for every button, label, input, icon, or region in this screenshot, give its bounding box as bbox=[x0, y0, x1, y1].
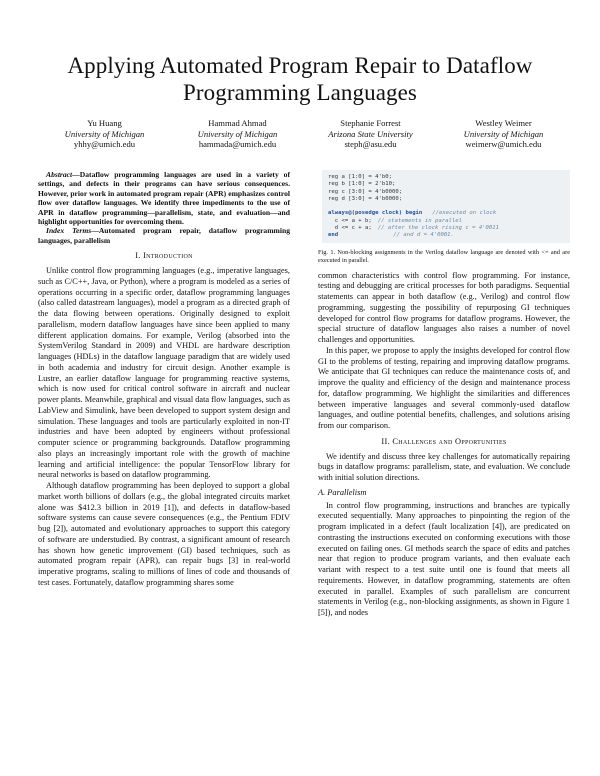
author-email: yhhy@umich.edu bbox=[73, 139, 136, 149]
author-3 bbox=[304, 118, 437, 158]
index-terms-text: —Automated program repair, dataflow programming languages, parallelism bbox=[38, 226, 291, 245]
code-line bbox=[328, 232, 564, 239]
author-name: Hammad Ahmad bbox=[208, 118, 267, 128]
code-line bbox=[328, 174, 564, 181]
author-affiliation: University of Michigan bbox=[463, 128, 544, 139]
subsection-heading-parallelism: A. Parallelism bbox=[318, 487, 367, 497]
paper-title: Applying Automated Program Repair to Dataflow Programming Languages bbox=[67, 53, 533, 105]
code-text: end bbox=[328, 232, 339, 239]
author-4 bbox=[437, 118, 570, 158]
author-affiliation: Arizona State University bbox=[328, 128, 413, 139]
code-line bbox=[328, 210, 564, 217]
figure-1-caption: Fig. 1. Non-blocking assignments in the Verilog dataflow language are denoted with <= and are executed in parallel. bbox=[318, 248, 570, 264]
code-line bbox=[328, 181, 564, 188]
code-text: reg d [3:0] = 4'b0000; bbox=[328, 195, 403, 202]
code-text: c <= a + b; bbox=[328, 217, 372, 224]
index-terms bbox=[38, 226, 290, 245]
code-text: d <= c + a; bbox=[328, 225, 372, 232]
section-heading-challenges: II. Challenges and Opportunities bbox=[381, 436, 507, 446]
abstract-text: —Dataflow programming languages are used in a variety of settings, and defects in their programs can have serious consequences. However, prior work in automated program repair (APR) emphasizes control flow over dataflow languages. We identify three impediments to the use of APR in dataflow programming—parallelism, state, and evaluation—and highlight opportunities for overcoming them. bbox=[38, 170, 290, 227]
author-name: Stephanie Forrest bbox=[340, 118, 401, 128]
author-affiliation: University of Michigan bbox=[197, 128, 278, 139]
author-email: steph@asu.edu bbox=[344, 139, 397, 149]
paragraph: Although dataflow programming has been deployed to support a global market worth billions of dollars (e.g., the global integrated circuits market alone was $412.3 billion in 2019 [1]), and defects in dataflow-based software systems can cause severe consequences (e.g., the Pentium FDIV bug [2]), automated and evolutionary approaches to support this category of software are understudied. By contrast, a significant amount of research has shown how genetic improvement (GI) based techniques, such as automated program repair (APR), can repair bugs [3] in real-world imperative programs, scaling to millions of lines of code and thousands of test cases. Fortunately, dataflow programming shares some bbox=[38, 481, 290, 587]
author-1 bbox=[38, 118, 171, 158]
code-comment: // statements in parallel bbox=[377, 217, 462, 224]
author-name: Westley Weimer bbox=[475, 118, 532, 128]
paragraph: common characteristics with control flow programming. For instance, testing and debugging are critical processes for both paradigms. Sequential statements can appear in both dataflow (e.g., Verilog) and control flow programming, suggesting the possibility of repurposing GI techniques developed for control flow programs for dataflow programs. However, the special structure of dataflow languages also raises a number of novel challenges and opportunities. bbox=[318, 270, 570, 345]
left-column bbox=[38, 170, 290, 589]
abstract bbox=[38, 170, 290, 226]
figure-1-code-listing bbox=[322, 170, 570, 243]
author-email: hammada@umich.edu bbox=[198, 139, 277, 149]
author-affiliation: University of Michigan bbox=[64, 128, 145, 139]
paragraph: In control flow programming, instructions and branches are typically executed sequentially. Many approaches to pinpointing the region of the program implicated in a defect (fault localization [4]), are predicated on contrasting the instructions executed on conforming executions with those executed on failing ones. GI methods search the space of edits and patches near that region to produce program variants, and then evaluate each variant with respect to a test suite until one is found that meets all requirements. However, in dataflow programming, statements are often executed in parallel. Examples of such parallelism are concurrent statements in Verilog (e.g., non-blocking assignments, as shown in Figure 1 [5]), and nodes bbox=[318, 500, 570, 618]
code-text: always@(posedge clock) begin bbox=[328, 210, 423, 217]
author-email: weimerw@umich.edu bbox=[465, 139, 542, 149]
section-heading-introduction: I. Introduction bbox=[135, 251, 193, 261]
code-line bbox=[328, 196, 564, 203]
code-line bbox=[328, 203, 564, 210]
paragraph: In this paper, we propose to apply the insights developed for control flow GI to the problems of testing, repairing and improving dataflow programs. We anticipate that GI techniques can reduce the maintenance costs of, and improve the quality and efficiency of the design and maintenance process for, dataflow programming. We highlight the similarities and differences between imperative languages and several commonly-used dataflow languages, and outline potential benefits, challenges, and solutions arising from our comparison. bbox=[318, 345, 570, 431]
author-name: Yu Huang bbox=[87, 118, 122, 128]
code-comment: //executed on clock bbox=[432, 210, 497, 217]
code-line bbox=[328, 189, 564, 196]
code-text: reg a [1:0] = 4'b0; bbox=[328, 174, 392, 180]
code-text: reg b [1:0] = 2'b10; bbox=[328, 181, 396, 188]
code-comment: // after the clock rising c = 4'0011 bbox=[377, 225, 500, 232]
code-comment: // and d = 4'0001. bbox=[393, 232, 454, 239]
abstract-label: Abstract bbox=[46, 170, 73, 179]
code-line bbox=[328, 225, 564, 232]
code-line bbox=[328, 218, 564, 225]
paragraph: We identify and discuss three key challenges for automatically repairing bugs in dataflow programs: parallelism, state, and evaluation. We conclude with initial solution directions. bbox=[318, 451, 570, 483]
paragraph: Unlike control flow programming languages (e.g., imperative languages, such as C/C++, Java, or Python), where a program is modeled as a series of operations occurring in a specific order, dataflow programming languages (also called datastream languages), model a program as a directed graph of the data flowing between operations. Originally designed to exploit parallelism, modern dataflow languages have since been applied to many different application domains. For example, Verilog (absorbed into the SystemVerilog Standard in 2009) and VHDL are hardware description languages (HDLs) in the dataflow language paradigm that are widely used in both academia and industry for circuit design. Another example is Lustre, an earlier dataflow language for programming reactive systems, which is now used for critical control software in aircraft and nuclear power plants. Meanwhile, graphical and visual data flow languages, such as LabView and Simulink, have been developed to support system design and simulation. These languages and tools are particularly exploited in non-IT industries and have been adopted by engineers without professional computer science or programming backgrounds. Dataflow programming also plays an increasingly important role with the growth of machine learning and artificial intelligence: the popular TensorFlow library for neural networks is based on dataflow programming. bbox=[38, 266, 290, 480]
right-column bbox=[318, 170, 570, 619]
author-block bbox=[38, 118, 570, 158]
index-terms-label: Index Terms bbox=[46, 226, 92, 236]
code-text: reg c [3:0] = 4'b0000; bbox=[328, 188, 403, 195]
author-2 bbox=[171, 118, 304, 158]
